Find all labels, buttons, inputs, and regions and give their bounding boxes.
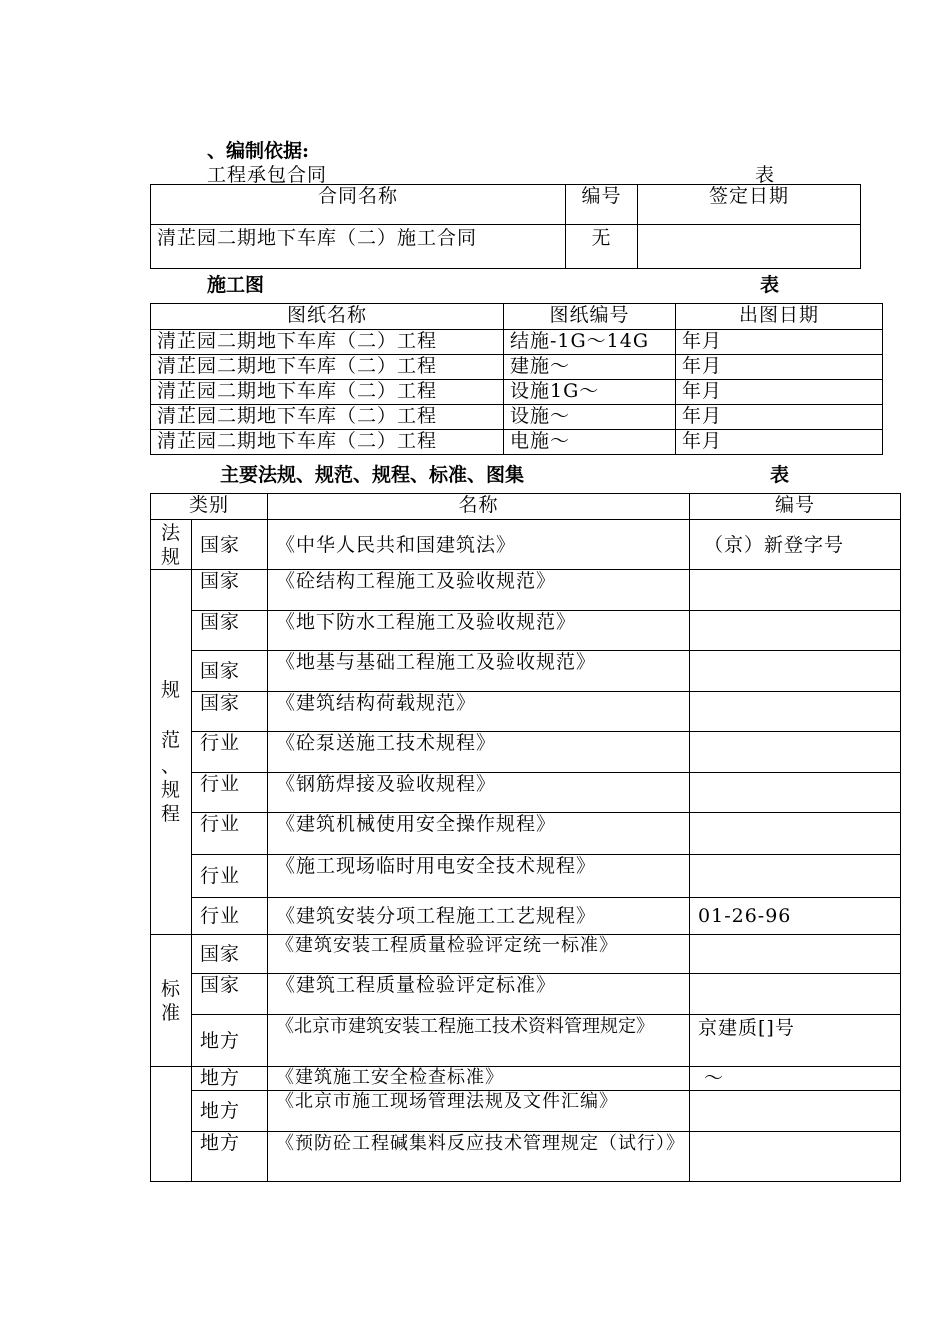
reg-name: 《建筑结构荷载规范》 — [268, 692, 690, 732]
drawings-caption: 施工图 — [207, 274, 265, 296]
drawings-table-mark: 表 — [760, 274, 780, 296]
category-standard: 标 准 — [151, 935, 192, 1067]
reg-name: 《建筑安装分项工程施工工艺规程》 — [268, 898, 690, 935]
drawings-header-name: 图纸名称 — [151, 304, 504, 330]
reg-header-number: 编号 — [690, 494, 901, 520]
reg-number — [690, 570, 901, 611]
table-row — [151, 898, 901, 935]
table-row — [151, 380, 883, 405]
reg-number — [690, 611, 901, 651]
table-row — [151, 570, 901, 611]
reg-level: 地方 — [192, 1132, 268, 1182]
reg-name: 《施工现场临时用电安全技术规程》 — [268, 855, 690, 898]
drawing-number: 结施-1G～14G — [504, 330, 676, 355]
table-row — [151, 1132, 901, 1182]
reg-name: 《地基与基础工程施工及验收规范》 — [268, 651, 690, 692]
reg-name: 《砼泵送施工技术规程》 — [268, 732, 690, 773]
table-row — [151, 405, 883, 430]
reg-number — [690, 813, 901, 855]
table-row — [151, 430, 883, 455]
reg-level: 国家 — [192, 935, 268, 974]
reg-level: 国家 — [192, 570, 268, 611]
reg-number: ～ — [690, 1067, 901, 1091]
drawing-date: 年月 — [676, 355, 883, 380]
regulations-table-mark: 表 — [770, 464, 790, 486]
reg-level: 地方 — [192, 1067, 268, 1091]
reg-name: 《建筑工程质量检验评定标准》 — [268, 974, 690, 1015]
reg-name: 《地下防水工程施工及验收规范》 — [268, 611, 690, 651]
reg-number — [690, 732, 901, 773]
table-row — [151, 1015, 901, 1067]
drawing-name: 清芷园二期地下车库（二）工程 — [151, 355, 504, 380]
contract-header-number: 编号 — [566, 185, 638, 225]
drawing-name: 清芷园二期地下车库（二）工程 — [151, 430, 504, 455]
reg-number: 01-26-96 — [690, 898, 901, 935]
drawing-name: 清芷园二期地下车库（二）工程 — [151, 380, 504, 405]
reg-number — [690, 651, 901, 692]
reg-level: 行业 — [192, 732, 268, 773]
table-row — [151, 692, 901, 732]
reg-level: 行业 — [192, 773, 268, 813]
reg-name: 《建筑安装工程质量检验评定统一标准》 — [268, 935, 690, 974]
reg-name: 《预防砼工程碱集料反应技术管理规定（试行）》 — [268, 1132, 690, 1182]
drawing-number: 设施1G～ — [504, 380, 676, 405]
reg-name: 《北京市建筑安装工程施工技术资料管理规定》 — [268, 1015, 690, 1067]
drawings-header-date: 出图日期 — [676, 304, 883, 330]
section-heading: 、编制依据: — [207, 140, 310, 162]
table-row — [151, 732, 901, 773]
contract-name: 清芷园二期地下车库（二）施工合同 — [151, 225, 566, 269]
drawing-number: 电施～ — [504, 430, 676, 455]
reg-level: 行业 — [192, 813, 268, 855]
drawing-name: 清芷园二期地下车库（二）工程 — [151, 405, 504, 430]
contract-header-name: 合同名称 — [151, 185, 566, 225]
reg-number — [690, 1132, 901, 1182]
table-row — [151, 611, 901, 651]
contract-table — [150, 184, 861, 269]
reg-number — [690, 974, 901, 1015]
contract-number: 无 — [566, 225, 638, 269]
reg-number — [690, 1091, 901, 1132]
reg-name: 《建筑施工安全检查标准》 — [268, 1067, 690, 1091]
reg-number — [690, 935, 901, 974]
contract-header-date: 签定日期 — [638, 185, 861, 225]
contract-date — [638, 225, 861, 269]
reg-header-category: 类别 — [151, 494, 268, 520]
reg-name: 《北京市施工现场管理法规及文件汇编》 — [268, 1091, 690, 1132]
reg-number: （京）新登字号 — [690, 520, 901, 570]
table-row — [151, 520, 901, 570]
table-row — [151, 1091, 901, 1132]
table-row — [151, 855, 901, 898]
category-law: 法 规 — [151, 520, 192, 570]
table-row — [151, 651, 901, 692]
drawing-date: 年月 — [676, 380, 883, 405]
reg-number: 京建质[]号 — [690, 1015, 901, 1067]
table-row — [151, 225, 861, 269]
reg-level: 国家 — [192, 974, 268, 1015]
drawing-date: 年月 — [676, 430, 883, 455]
reg-level: 国家 — [192, 520, 268, 570]
reg-number — [690, 855, 901, 898]
table-row — [151, 1067, 901, 1091]
drawing-date: 年月 — [676, 405, 883, 430]
reg-level: 国家 — [192, 692, 268, 732]
reg-level: 地方 — [192, 1091, 268, 1132]
table-row — [151, 813, 901, 855]
drawing-date: 年月 — [676, 330, 883, 355]
reg-name: 《建筑机械使用安全操作规程》 — [268, 813, 690, 855]
regulations-caption: 主要法规、规范、规程、标准、图集 — [220, 464, 525, 486]
reg-level: 地方 — [192, 1015, 268, 1067]
reg-name: 《钢筋焊接及验收规程》 — [268, 773, 690, 813]
reg-header-name: 名称 — [268, 494, 690, 520]
table-row — [151, 935, 901, 974]
table-row — [151, 330, 883, 355]
reg-level: 国家 — [192, 651, 268, 692]
table-row — [151, 974, 901, 1015]
drawings-table — [150, 303, 883, 455]
reg-number — [690, 692, 901, 732]
category-spec: 规 范 、 规 程 — [151, 570, 192, 935]
table-row — [151, 355, 883, 380]
contract-caption: 工程承包合同 — [207, 164, 328, 186]
drawing-number: 建施～ — [504, 355, 676, 380]
regulations-table — [150, 493, 901, 1182]
reg-number — [690, 773, 901, 813]
contract-table-mark: 表 — [755, 164, 776, 186]
table-row — [151, 773, 901, 813]
drawing-number: 设施～ — [504, 405, 676, 430]
reg-name: 《中华人民共和国建筑法》 — [268, 520, 690, 570]
reg-level: 国家 — [192, 611, 268, 651]
reg-level: 行业 — [192, 855, 268, 898]
reg-level: 行业 — [192, 898, 268, 935]
category-blank — [151, 1067, 192, 1182]
reg-name: 《砼结构工程施工及验收规范》 — [268, 570, 690, 611]
drawing-name: 清芷园二期地下车库（二）工程 — [151, 330, 504, 355]
drawings-header-number: 图纸编号 — [504, 304, 676, 330]
